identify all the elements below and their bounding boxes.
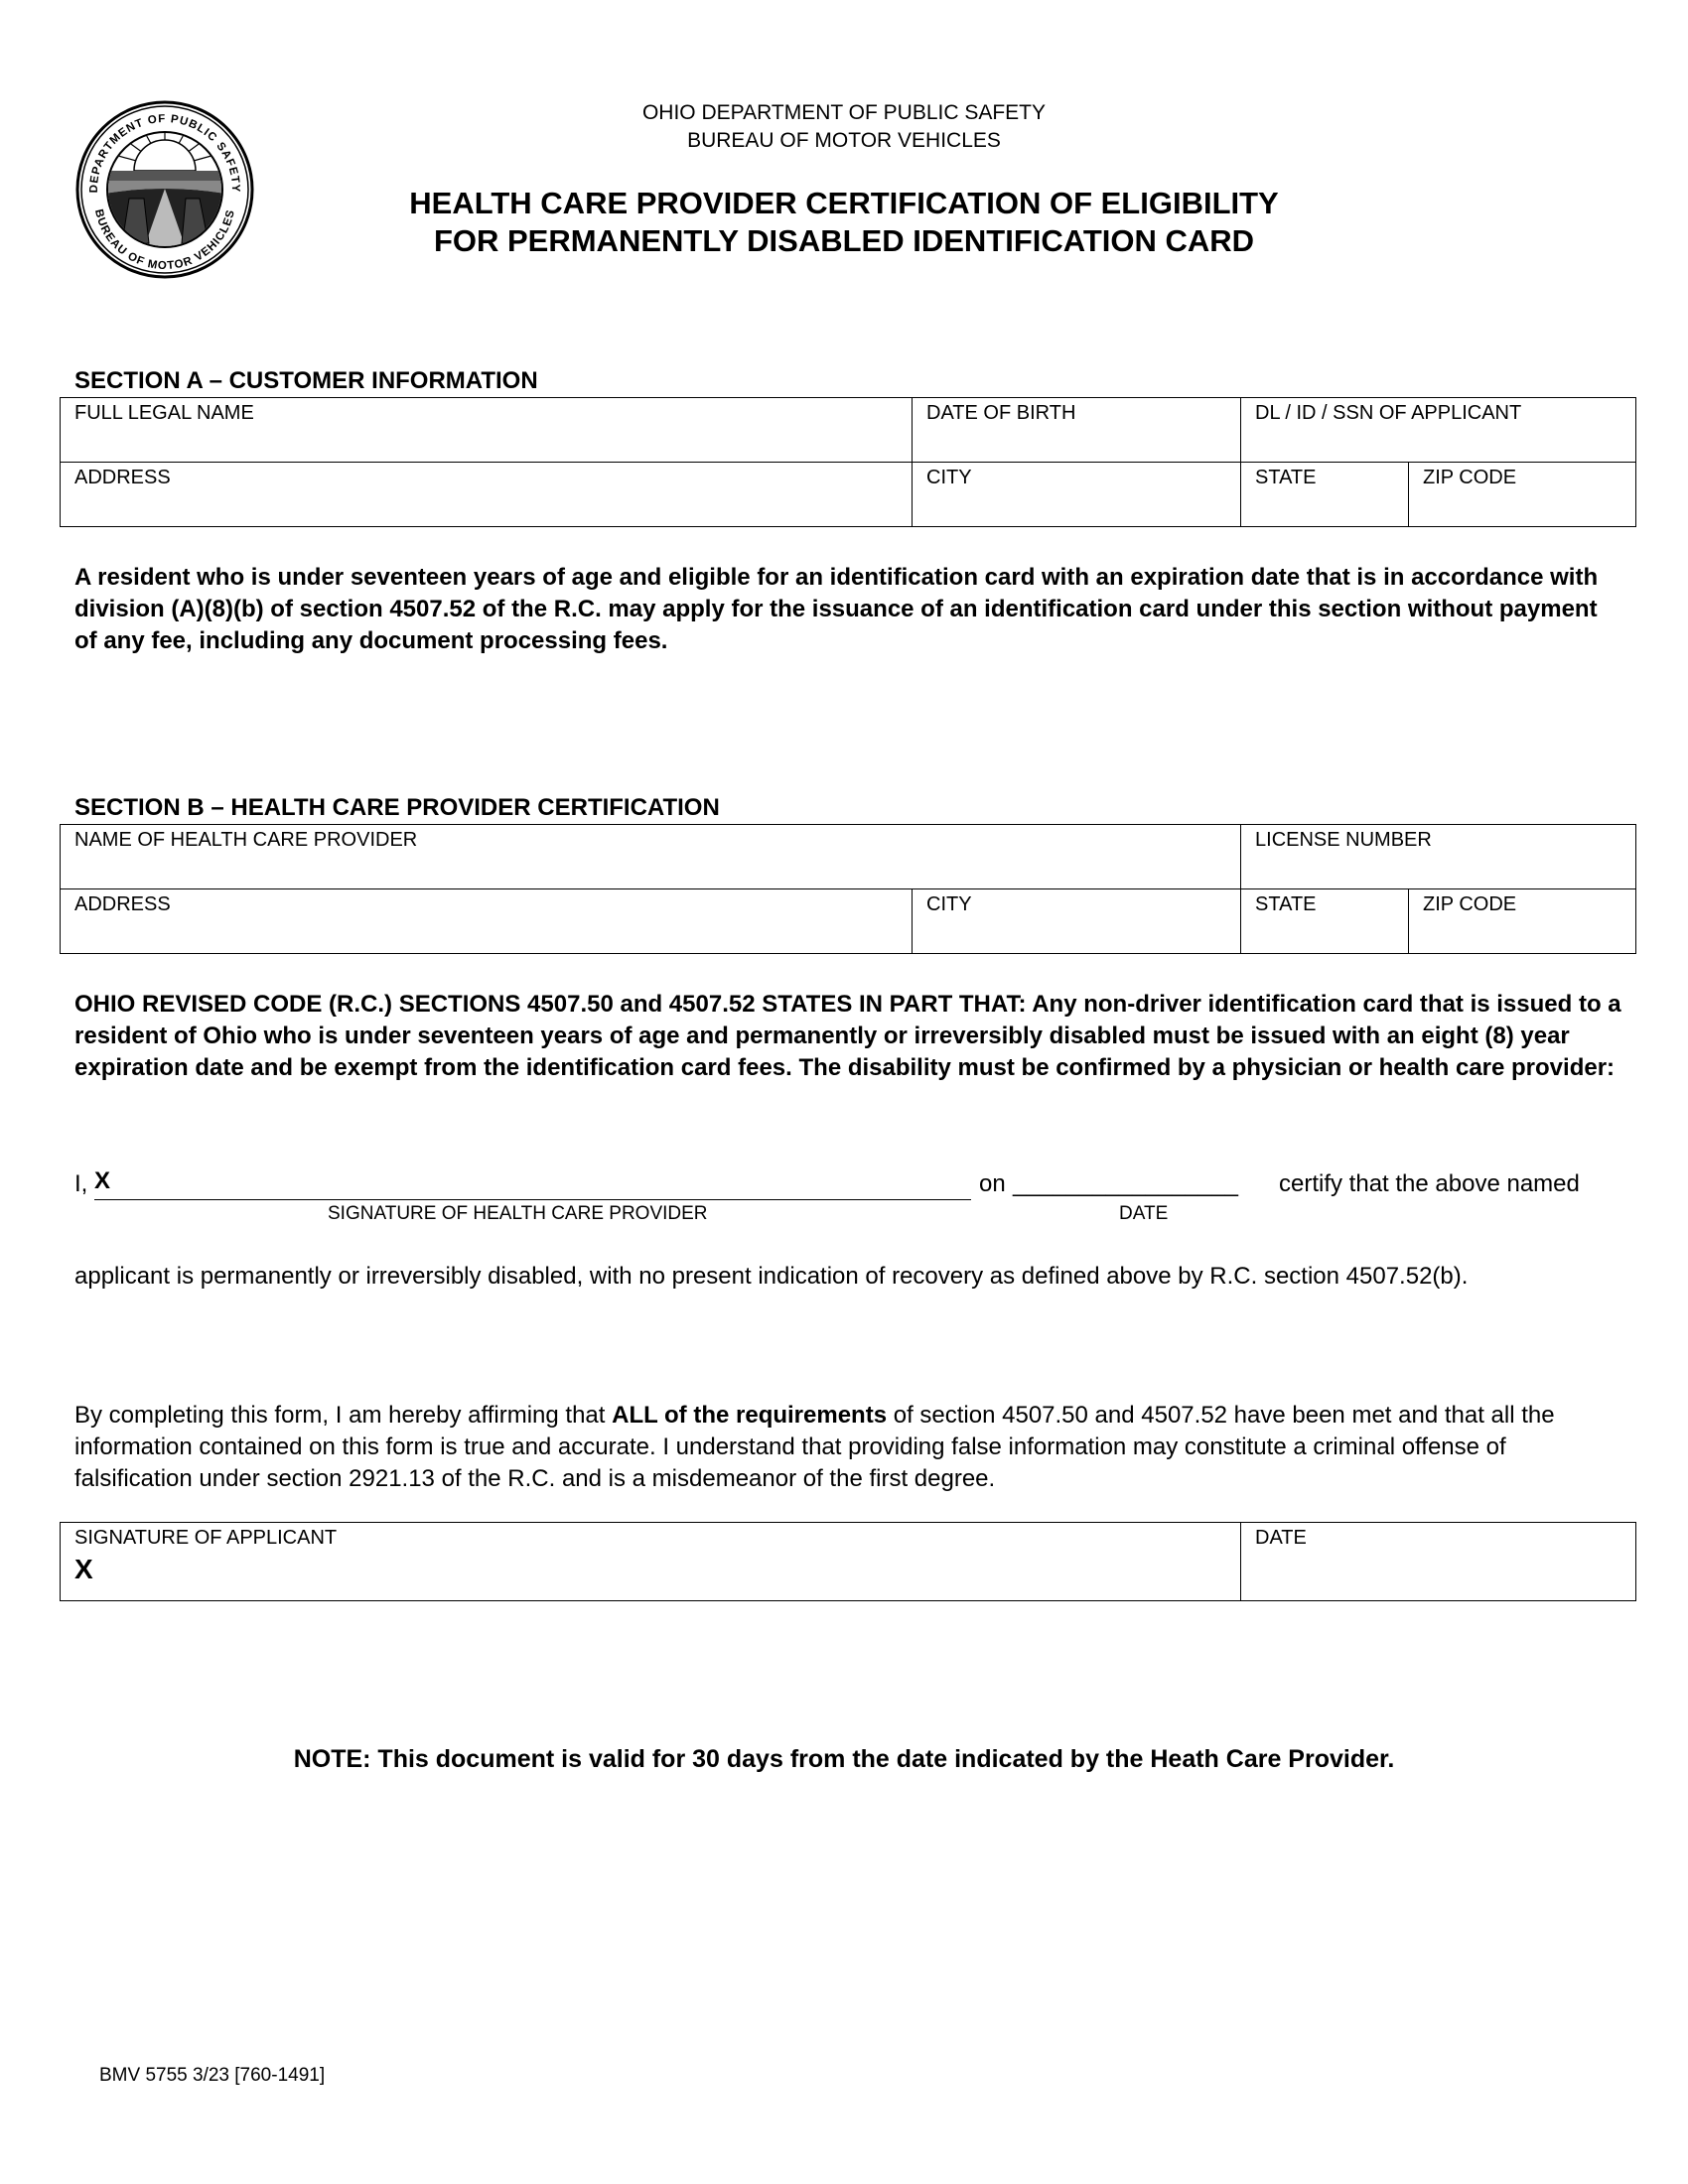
fee-exemption-notice: A resident who is under seventeen years of age and eligible for an identification card with an expiration date that is in accordance with division (A)(8)(b) of section 4507.52 of the R.C. may apply for the issuance of an identification card under this section without payment of any fee, including any document processing fees. — [74, 564, 1599, 654]
section-b-heading: SECTION B – HEALTH CARE PROVIDER CERTIFICATION — [74, 794, 720, 821]
cert-on: on — [979, 1170, 1006, 1197]
affirmation-emphasis: ALL of the requirements — [612, 1402, 888, 1429]
applicant-signature-table — [60, 1522, 1636, 1601]
full-legal-name-field[interactable] — [61, 398, 913, 463]
provider-name-label: NAME OF HEALTH CARE PROVIDER — [74, 829, 418, 851]
form-title-line2: FOR PERMANENTLY DISABLED IDENTIFICATION CARD — [433, 223, 1255, 258]
provider-city-label: CITY — [926, 893, 972, 915]
provider-city-field[interactable] — [913, 889, 1241, 954]
svg-text:BUREAU OF MOTOR VEHICLES: BUREAU OF MOTOR VEHICLES — [91, 207, 238, 273]
cert-prefix: I, — [74, 1170, 88, 1197]
provider-name-field[interactable] — [61, 825, 1241, 889]
license-number-label: LICENSE NUMBER — [1255, 829, 1432, 851]
applicant-date-field[interactable] — [1241, 1523, 1636, 1601]
customer-city-field[interactable] — [913, 463, 1241, 527]
provider-state-label: STATE — [1255, 893, 1317, 915]
applicant-signature-x: X — [74, 1554, 93, 1584]
orc-statute-text: OHIO REVISED CODE (R.C.) SECTIONS 4507.50 and 4507.52 STATES IN PART THAT: Any non-driver identification card that is issued to a resident of Ohio who is under seventeen years of age and permanently or irreversibly disabled must be issued with an eight (8) year expiration date and be exempt from the identification card fees. The disability must be confirmed by a physician or health care provider: — [74, 991, 1621, 1081]
provider-address-field[interactable] — [61, 889, 913, 954]
provider-zip-field[interactable] — [1409, 889, 1636, 954]
dl-id-ssn-field[interactable] — [1241, 398, 1636, 463]
applicant-date-label: DATE — [1255, 1527, 1307, 1549]
applicant-signature-label: SIGNATURE OF APPLICANT — [74, 1527, 338, 1549]
customer-state-field[interactable] — [1241, 463, 1409, 527]
validity-note: NOTE: This document is valid for 30 days from the date indicated by the Heath Care Provider. — [293, 1745, 1395, 1773]
dl-id-ssn-label: DL / ID / SSN OF APPLICANT — [1255, 402, 1522, 424]
customer-city-label: CITY — [926, 467, 972, 488]
date-of-birth-label: DATE OF BIRTH — [926, 402, 1076, 424]
cert-date-blank[interactable]: _________________ — [1013, 1170, 1238, 1197]
form-number: BMV 5755 3/23 [760-1491] — [99, 2065, 326, 2086]
cert-suffix: certify that the above named — [1279, 1170, 1580, 1197]
full-legal-name-label: FULL LEGAL NAME — [74, 402, 254, 424]
customer-zip-label: ZIP CODE — [1423, 467, 1517, 488]
provider-zip-label: ZIP CODE — [1423, 893, 1517, 915]
license-number-field[interactable] — [1241, 825, 1636, 889]
provider-address-label: ADDRESS — [74, 893, 171, 915]
agency-name: OHIO DEPARTMENT OF PUBLIC SAFETY — [641, 101, 1047, 124]
provider-signature-x: X — [94, 1167, 111, 1194]
cert-date-caption: DATE — [1119, 1203, 1169, 1224]
customer-address-label: ADDRESS — [74, 467, 171, 488]
customer-zip-field[interactable] — [1409, 463, 1636, 527]
provider-signature-line[interactable] — [94, 1167, 971, 1200]
form-title-line1: HEALTH CARE PROVIDER CERTIFICATION OF ELIGIBILITY — [409, 186, 1279, 220]
provider-info-table — [60, 824, 1636, 954]
customer-state-label: STATE — [1255, 467, 1317, 488]
date-of-birth-field[interactable] — [913, 398, 1241, 463]
bureau-name: BUREAU OF MOTOR VEHICLES — [687, 129, 1001, 152]
customer-info-table — [60, 397, 1636, 527]
provider-state-field[interactable] — [1241, 889, 1409, 954]
applicant-signature-field[interactable] — [61, 1523, 1241, 1601]
provider-signature-caption: SIGNATURE OF HEALTH CARE PROVIDER — [328, 1203, 708, 1224]
customer-address-field[interactable] — [61, 463, 913, 527]
affirmation-text: By completing this form, I am hereby affirming that ALL of the requirements of section 4507.50 and 4507.52 have been met and that all the information contained on this form is true and accurate. I understand that providing false information may constitute a criminal offense of falsification under section 2921.13 of the R.C. and is a misdemeanor of the first degree. — [74, 1402, 1555, 1492]
cert-continuation: applicant is permanently or irreversibly disabled, with no present indication of recovery as defined above by R.C. section 4507.52(b). — [74, 1263, 1469, 1290]
section-a-heading: SECTION A – CUSTOMER INFORMATION — [74, 367, 538, 394]
svg-text:DEPARTMENT OF PUBLIC SAFETY: DEPARTMENT OF PUBLIC SAFETY — [87, 112, 242, 194]
